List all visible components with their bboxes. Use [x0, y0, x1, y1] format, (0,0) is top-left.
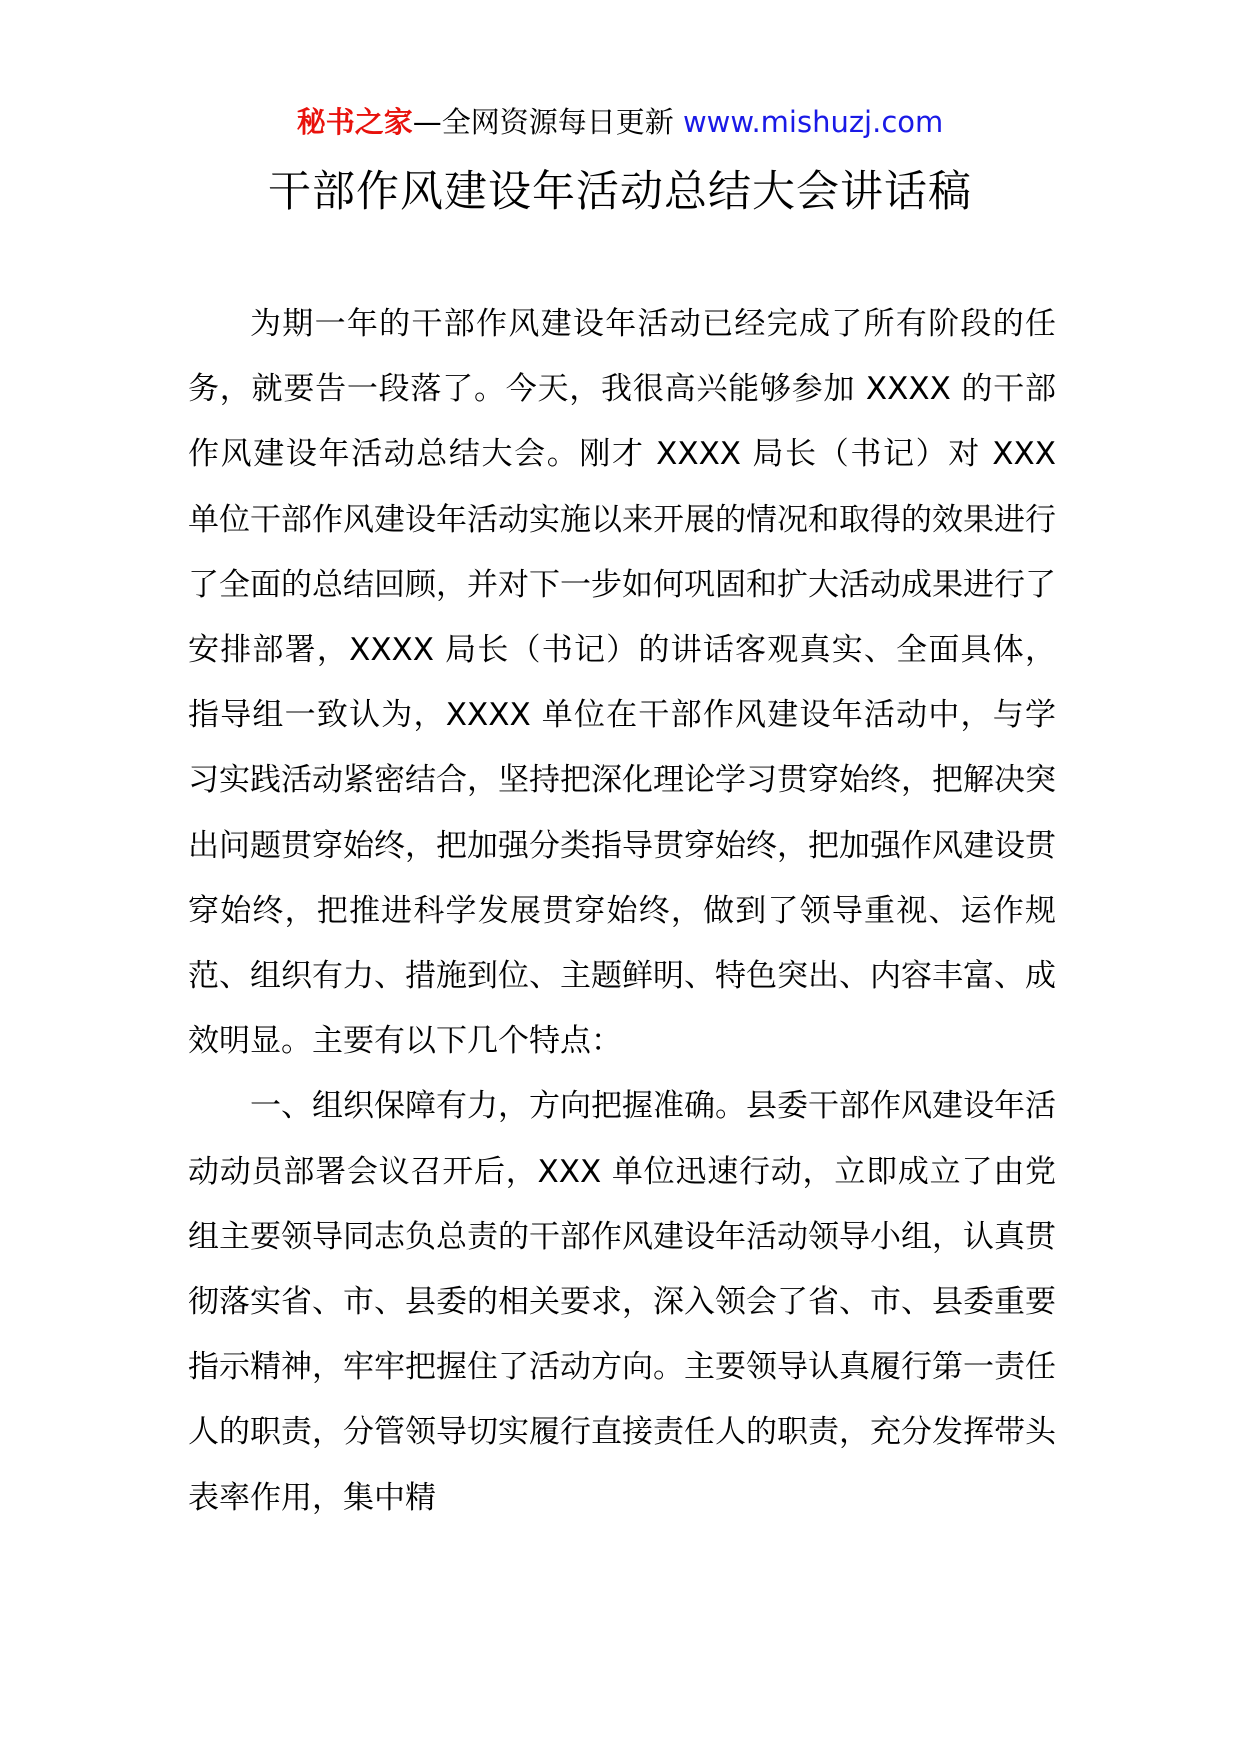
section-1-paragraph [188, 1074, 1056, 1530]
section-1-text: 县委干部作风建设年活动动员部署会议召开后，XXX 单位迅速行动，立即成立了由党组主要领导同志负总责的干部作风建设年活动领导小组，认真贯彻落实省、市、县委的相关要求，深入领会了省、市、县委重要指示精神，牢牢把握住了活动方向。主要领导认真履行第一责任人的职责，分管领导切实履行直接责任人的职责，充分发挥带头表率作用，集中精 [188, 1088, 1056, 1516]
document-body [188, 292, 1056, 1531]
section-1-heading: 一、组织保障有力，方向把握准确。 [250, 1088, 746, 1125]
header-tagline: —全网资源每日更新 [412, 105, 683, 139]
site-header [0, 100, 1240, 144]
site-url-link[interactable]: www.mishuzj.com [682, 105, 944, 139]
brand-name: 秘书之家 [296, 105, 413, 139]
intro-paragraph: 为期一年的干部作风建设年活动已经完成了所有阶段的任务，就要告一段落了。今天，我很高兴能够参加 XXXX 的干部作风建设年活动总结大会。刚才 XXXX 局长（书记）对 XXX 单位干部作风建设年活动实施以来开展的情况和取得的效果进行了全面的总结回顾，并对下一步如何巩固和扩大活动成果进行了安排部署，XXXX 局长（书记）的讲话客观真实、全面具体，指导组一致认为，XXXX 单位在干部作风建设年活动中，与学习实践活动紧密结合，坚持把深化理论学习贯穿始终，把解决突出问题贯穿始终，把加强分类指导贯穿始终，把加强作风建设贯穿始终，把推进科学发展贯穿始终，做到了领导重视、运作规范、组织有力、措施到位、主题鲜明、特色突出、内容丰富、成效明显。主要有以下几个特点： [188, 306, 1056, 1060]
document-title: 干部作风建设年活动总结大会讲话稿 [268, 167, 972, 217]
